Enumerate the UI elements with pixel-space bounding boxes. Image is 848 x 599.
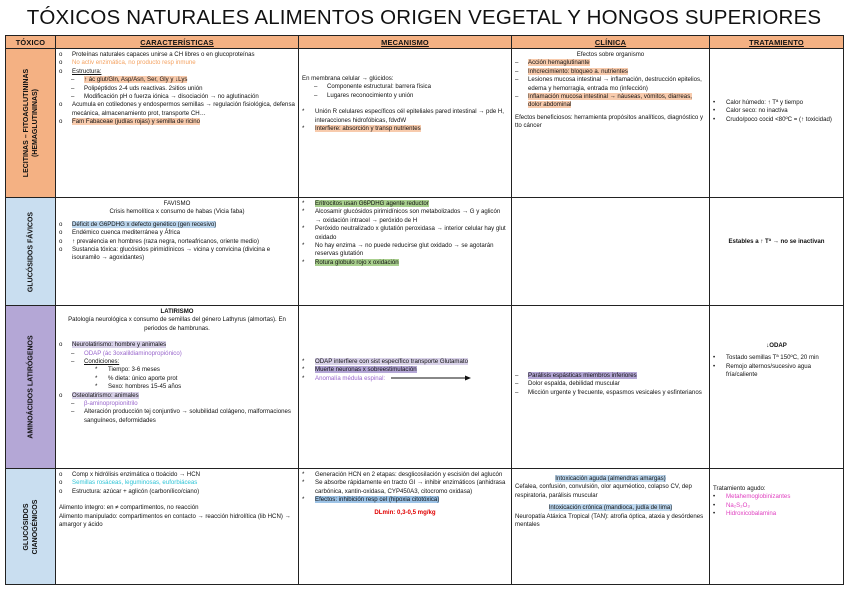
bullet-circle-icon: o: [59, 479, 63, 487]
bullet-star-icon: *: [95, 366, 98, 374]
clinica-cell: [512, 469, 710, 585]
list-item: Estructura:: [72, 67, 102, 75]
list-item: Rotura globulo rojo x oxidación: [315, 258, 399, 266]
list-item: DLmin: 0,3-0,5 mg/kg: [374, 508, 436, 516]
bullet-circle-icon: o: [59, 220, 63, 228]
clinica-cell: [512, 49, 710, 198]
list-item: Tostado semillas Tª 150ºC, 20 min: [726, 354, 819, 362]
bullet-star-icon: *: [302, 242, 305, 250]
dash-icon: –: [71, 358, 75, 366]
bullet-circle-icon: o: [59, 246, 63, 254]
list-item: Efectos beneficiosos: herramienta propósitos analíticos, diagnóstico y tto cáncer: [515, 113, 703, 130]
list-item: Anomalía médula espinal:: [315, 374, 386, 382]
list-item: Neuropatía Atáxica Tropical (TAN): atrofia óptica, ataxia y desórdenes mentales: [515, 512, 704, 529]
caracteristicas-cell: [56, 469, 299, 585]
dash-icon: –: [71, 76, 75, 84]
tratamiento-cell: [710, 306, 844, 469]
header-tratamiento: TRATAMIENTO: [710, 36, 844, 49]
row-cianogenicos: [6, 469, 844, 585]
list-item: No activ enzimática, no producto resp inmune: [72, 59, 196, 67]
list-item: Acumula en cotiledones y endospermos semillas → regulación fisiológica, defensa mecánica, almacenamiento prot, transporte CH…: [72, 101, 295, 117]
bullet-circle-icon: o: [59, 391, 63, 399]
list-item: ODAP (ác 3oxalildiaminopropiónico): [84, 349, 182, 357]
list-item: En membrana celular → glúcidos:: [302, 75, 394, 82]
list-item: Na₂S₂O₃: [726, 501, 750, 509]
dash-icon: –: [515, 59, 519, 67]
list-item: Polipéptidos 2-4 uds reactivas. 2sitios unión: [84, 84, 203, 92]
bullet-dot-icon: •: [713, 107, 716, 115]
list-item: Alimento manipulado: compartimentos en contacto → reacción hidrolítica (lib HCN) → amargor y ácido: [59, 512, 291, 529]
dash-icon: –: [515, 372, 519, 379]
list-item: ↑ ác glut/Gln, Asp/Asn, Ser, Gly y ↓Lys: [84, 76, 188, 84]
bullet-circle-icon: o: [59, 487, 63, 495]
list-item: Semillas rosáceas, leguminosas, euforbiáceas: [72, 479, 198, 487]
list-item: Generación HCN en 2 etapas: desglicosilación y escisión del aglucón: [315, 471, 503, 478]
list-item: Intoxicación aguda (almendras amargas): [555, 475, 666, 482]
bullet-circle-icon: o: [59, 59, 63, 67]
list-item: Crudo/poco cocid <80ºC = (↑ toxicidad): [726, 115, 832, 123]
bullet-star-icon: *: [302, 471, 305, 478]
bullet-circle-icon: o: [59, 471, 63, 478]
list-item: Dolor espalda, debilidad muscular: [528, 380, 620, 388]
bullet-star-icon: *: [302, 208, 305, 216]
caracteristicas-cell: [56, 306, 299, 469]
list-item: Crisis hemolítica x consumo de habas (Vicia faba): [109, 208, 245, 216]
dash-icon: –: [515, 67, 519, 75]
dash-icon: –: [71, 84, 75, 92]
dash-icon: –: [71, 400, 75, 408]
bullet-star-icon: *: [302, 225, 305, 233]
toxic-name-cell: [6, 306, 56, 469]
toxic-name: AMINOÁCIDOS LATIRÓGENOS: [27, 335, 34, 439]
toxic-name: LECITINAS – FITOAGLUTININAS (HEMAGLUTININAS): [22, 68, 39, 178]
bullet-circle-icon: o: [59, 101, 63, 109]
list-item: Eritrocitos usan G6PDHG agente reductor: [315, 200, 429, 207]
toxic-name-cell: [6, 198, 56, 306]
list-item: Lugares reconocimiento y unión: [327, 91, 414, 99]
dash-icon: –: [71, 408, 75, 416]
bullet-dot-icon: •: [713, 354, 716, 362]
section-heading: LATIRISMO: [160, 308, 194, 315]
list-item: No hay enzima → no puede reducirse glut oxidado → se agotarán reservas glutatión: [315, 242, 494, 258]
bullet-dot-icon: •: [713, 493, 716, 501]
list-item: Efectos: inhibición resp cel (hipoxia citotóxica): [315, 496, 440, 504]
list-item: Parálisis espásticas miembros inferiores: [528, 372, 637, 379]
bullet-star-icon: *: [302, 479, 305, 487]
dash-icon: –: [515, 76, 519, 84]
list-item: Hidroxicobalamina: [726, 510, 777, 518]
list-item: Muerte neuronas x sobreestimulación: [315, 366, 417, 374]
list-item: Intoxicación crónica (mandioca, judía de lima): [548, 504, 673, 512]
dash-icon: –: [515, 388, 519, 396]
dash-icon: –: [515, 93, 519, 101]
dash-icon: –: [515, 380, 519, 388]
dash-icon: –: [314, 91, 318, 99]
dash-icon: –: [314, 83, 318, 91]
toxics-table: [5, 35, 844, 585]
list-item: Se absorbe rápidamente en tracto GI → inhibir enzimáticos (anhidrasa carbónica, xantin-oxidasa, CYP450A3, citocromo oxidasa): [315, 479, 506, 495]
list-item: Alcosamir glucósidos pirimidínicos son metabolizados → G y aglicón → oxidación intracel → peróxido de H: [315, 208, 501, 224]
tratamiento-cell: [710, 49, 844, 198]
list-item: Metahemoglobinizantes: [726, 493, 791, 501]
toxic-name: GLUCÓSIDOS FÁVICOS: [27, 211, 34, 292]
list-item: Osteolatirismo: animales: [72, 391, 139, 399]
list-item: Acción hemaglutinante: [528, 59, 590, 67]
list-item: Componente estructural: barrera física: [327, 83, 431, 91]
bullet-star-icon: *: [302, 108, 305, 116]
bullet-star-icon: *: [95, 374, 98, 382]
bullet-dot-icon: •: [713, 501, 716, 509]
list-item: Calor húmedo: ↑ Tª y tiempo: [726, 99, 803, 106]
dash-icon: –: [71, 349, 75, 357]
bullet-circle-icon: o: [59, 229, 63, 237]
list-item: Déficit de G6PDHG x defecto genético (gen recesivo): [72, 220, 217, 228]
section-heading: FAVISMO: [163, 200, 191, 207]
list-item: Condiciones:: [84, 358, 120, 366]
list-item: Unión R celulares específicos cél epiteliales pared intestinal → pde H, interacciones hidrofóbicas, fdvdW: [315, 108, 505, 124]
bullet-dot-icon: •: [713, 115, 716, 123]
list-item: Neurolatirismo: hombre y animales: [72, 341, 167, 349]
list-item: Endémico cuenca mediterránea y África: [72, 229, 181, 237]
row-latirogenos: [6, 306, 844, 469]
header-clinica: CLÍNICA: [512, 36, 710, 49]
bullet-dot-icon: •: [713, 362, 716, 370]
list-item: Patología neurológica x consumo de semillas del género Lathyrus (almortas). En periodos de hambrunas.: [68, 316, 286, 332]
bullet-star-icon: *: [302, 496, 305, 504]
list-item: Inhcrecimiento: bloqueo a. nutrientes: [528, 67, 628, 75]
list-item: Micción urgente y frecuente, espasmos vesicales y esfinterianos: [528, 388, 702, 396]
bullet-circle-icon: o: [59, 67, 63, 75]
list-item: Alimento íntegro: en ≠ compartimentos, no reacción: [59, 504, 199, 512]
bullet-star-icon: *: [302, 366, 305, 374]
page-title: TÓXICOS NATURALES ALIMENTOS ORIGEN VEGETAL Y HONGOS SUPERIORES: [26, 6, 822, 29]
bullet-star-icon: *: [302, 200, 305, 207]
bullet-star-icon: *: [302, 125, 305, 133]
list-item: Cefalea, confusión, convulsión, olor aquméotico, colapso CV, dep respiratoria, parálisis muscular: [515, 483, 692, 499]
mecanismo-cell: [299, 469, 512, 585]
list-item: ODAP interfiere con sist específico transporte Glutamato: [315, 358, 468, 365]
list-item: Fam Fabaceae (judías rojas) y semilla de ricino: [72, 118, 201, 126]
clinica-cell: [512, 198, 710, 306]
list-item: Alteración producción tej conjuntivo → solubilidad colágeno, malformaciones sanguíneos, deformidades: [84, 408, 291, 424]
list-item: Estructura: azúcar + aglicón (carbonílico/ciano): [72, 487, 200, 495]
row-favicos: [6, 198, 844, 306]
list-item: Comp x hidrólisis enzimática o ttoácido → HCN: [72, 471, 201, 478]
list-item: Peróxido neutralizado x glutatión peroxidasa → interior celular hay glut oxidado: [315, 225, 506, 241]
list-item: Tiempo: 3-6 meses: [108, 366, 160, 374]
list-item: Sustancia tóxica: glucósidos pirimidínicos → vicina y convicina (divicina e isouramilo → agoxidantes): [72, 246, 271, 262]
bullet-circle-icon: o: [59, 237, 63, 245]
tratamiento-cell: [710, 198, 844, 306]
list-item: ↑ prevalencia en hombres (raza negra, norteafricanos, oriente medio): [72, 237, 259, 245]
bullet-circle-icon: o: [59, 341, 63, 349]
header-mecanismo: MECANISMO: [299, 36, 512, 49]
toxic-name-cell: [6, 469, 56, 585]
row-lectinas: [6, 49, 844, 198]
list-item: ↓ODAP: [766, 342, 787, 349]
clinica-cell: [512, 306, 710, 469]
list-item: Modificación pH o fuerza iónica → disociación → no aglutinación: [84, 93, 259, 101]
list-item: Lesiones mucosa intestinal → inflamación, destrucción epitelios, edema y hemorragia, entrada mo (infección): [528, 76, 702, 92]
toxic-name: GLUCÓSIDOS CIANOGÉNICOS: [22, 499, 39, 554]
mecanismo-cell: [299, 198, 512, 306]
list-item: Calor seco: no inactiva: [726, 107, 788, 115]
header-caracteristicas: CARACTERÍSTICAS: [56, 36, 299, 49]
toxic-name-cell: [6, 49, 56, 198]
list-item: Estables a ↑ Tª → no se inactivan: [728, 238, 825, 245]
list-item: Sexo: hombres 15-45 años: [108, 383, 182, 391]
list-item: % dieta: único aporte prot: [108, 374, 178, 382]
bullet-circle-icon: o: [59, 51, 63, 58]
list-item: Efectos sobre organismo: [576, 51, 645, 58]
caracteristicas-cell: [56, 198, 299, 306]
bullet-star-icon: *: [302, 374, 305, 382]
arrow-right-icon: [391, 375, 471, 381]
list-item: Interfiere: absorción y transp nutrientes: [315, 125, 421, 133]
list-item: Proteínas naturales capaces unirse a CH libres o en glucoproteínas: [72, 51, 255, 58]
bullet-star-icon: *: [95, 383, 98, 391]
bullet-star-icon: *: [302, 358, 305, 365]
list-item: β-aminopropionitrilo: [84, 400, 138, 408]
bullet-star-icon: *: [302, 258, 305, 266]
header-toxico: TÓXICO: [6, 36, 56, 49]
list-item: Tratamiento agudo:: [713, 485, 766, 492]
tratamiento-cell: [710, 469, 844, 585]
list-item: Inflamación mucosa intestinal → náuseas, vómitos, diarreas, dolor abdominal: [528, 93, 692, 109]
mecanismo-cell: [299, 306, 512, 469]
list-item: Remojo alternos/sucesivo agua fría/caliente: [726, 362, 812, 379]
mecanismo-cell: [299, 49, 512, 198]
dash-icon: –: [71, 93, 75, 101]
bullet-dot-icon: •: [713, 99, 716, 106]
header-row: [6, 36, 844, 49]
bullet-dot-icon: •: [713, 510, 716, 518]
bullet-circle-icon: o: [59, 118, 63, 126]
caracteristicas-cell: [56, 49, 299, 198]
